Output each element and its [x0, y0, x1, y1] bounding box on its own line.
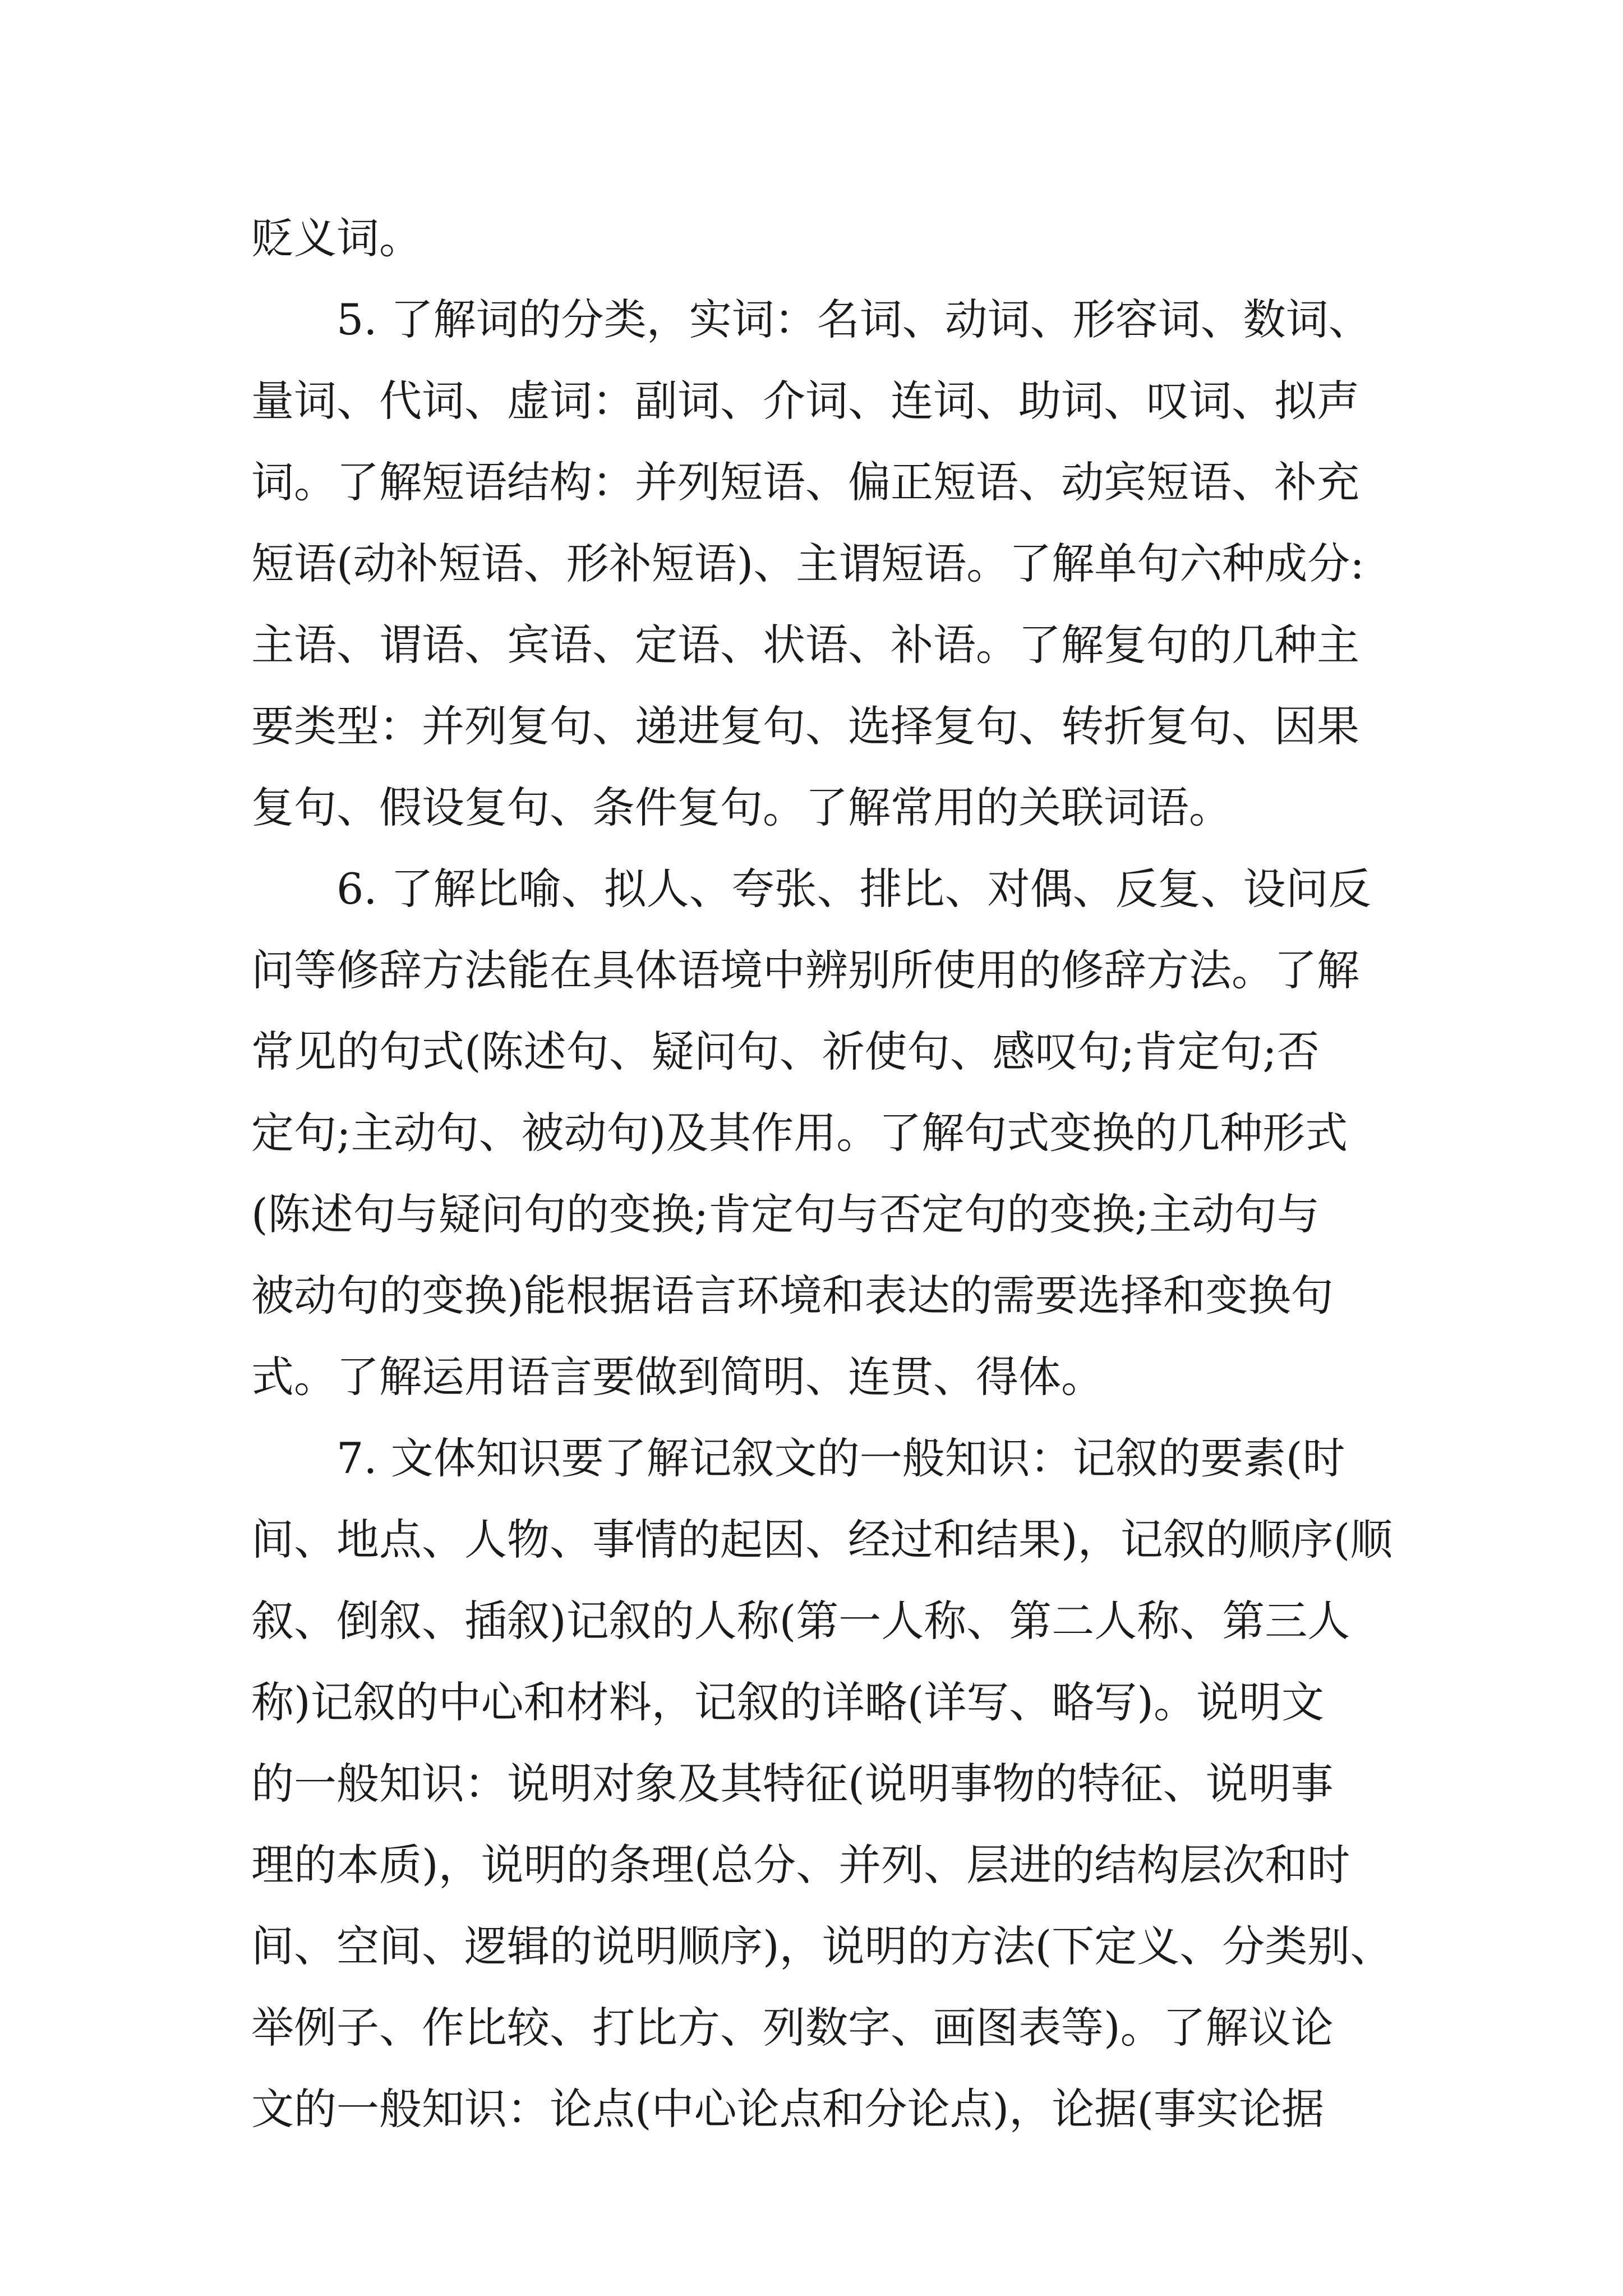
- paragraph-6-start: 6. 了解比喻、拟人、夸张、排比、对偶、反复、设问反: [336, 864, 1371, 914]
- text-line: 常见的句式(陈述句、疑问句、祈使句、感叹句;肯定句;否: [251, 1027, 1320, 1076]
- text-line: 理的本质)，说明的条理(总分、并列、层进的结构层次和时: [251, 1840, 1350, 1890]
- text-line: 被动句的变换)能根据语言环境和表达的需要选择和变换句: [251, 1271, 1334, 1320]
- text-line: 主语、谓语、宾语、定语、状语、补语。了解复句的几种主: [251, 620, 1359, 670]
- text-line: 的一般知识：说明对象及其特征(说明事物的特征、说明事: [251, 1759, 1334, 1809]
- text-line: 叙、倒叙、插叙)记叙的人称(第一人称、第二人称、第三人: [251, 1596, 1350, 1646]
- text-line: 间、空间、逻辑的说明顺序)，说明的方法(下定义、分类别、: [251, 1921, 1393, 1971]
- text-line: 定句;主动句、被动句)及其作用。了解句式变换的几种形式: [251, 1108, 1348, 1158]
- text-line: 式。了解运用语言要做到简明、连贯、得体。: [251, 1352, 1104, 1402]
- text-line: 复句、假设复句、条件复句。了解常用的关联词语。: [251, 783, 1232, 832]
- text-line: 量词、代词、虚词：副词、介词、连词、助词、叹词、拟声: [251, 376, 1359, 426]
- text-line: 要类型：并列复句、递进复句、选择复句、转折复句、因果: [251, 701, 1359, 751]
- text-line: 称)记叙的中心和材料，记叙的详略(详写、略写)。说明文: [251, 1677, 1324, 1727]
- text-line: 间、地点、人物、事情的起因、经过和结果)，记叙的顺序(顺: [251, 1515, 1393, 1565]
- text-line: 文的一般知识：论点(中心论点和分论点)，论据(事实论据: [251, 2084, 1324, 2134]
- paragraph-5-start: 5. 了解词的分类，实词：名词、动词、形容词、数词、: [336, 295, 1371, 344]
- text-line: (陈述句与疑问句的变换;肯定句与否定句的变换;主动句与: [251, 1189, 1320, 1239]
- paragraph-7-start: 7. 文体知识要了解记叙文的一般知识：记叙的要素(时: [336, 1433, 1345, 1483]
- text-line: 问等修辞方法能在具体语境中辨别所使用的修辞方法。了解: [251, 945, 1359, 995]
- text-line: 词。了解短语结构：并列短语、偏正短语、动宾短语、补充: [251, 457, 1359, 507]
- text-line: 贬义词。: [251, 213, 422, 263]
- text-line: 举例子、作比较、打比方、列数字、画图表等)。了解议论: [251, 2003, 1334, 2053]
- text-line: 短语(动补短语、形补短语)、主谓短语。了解单句六种成分:: [251, 539, 1364, 588]
